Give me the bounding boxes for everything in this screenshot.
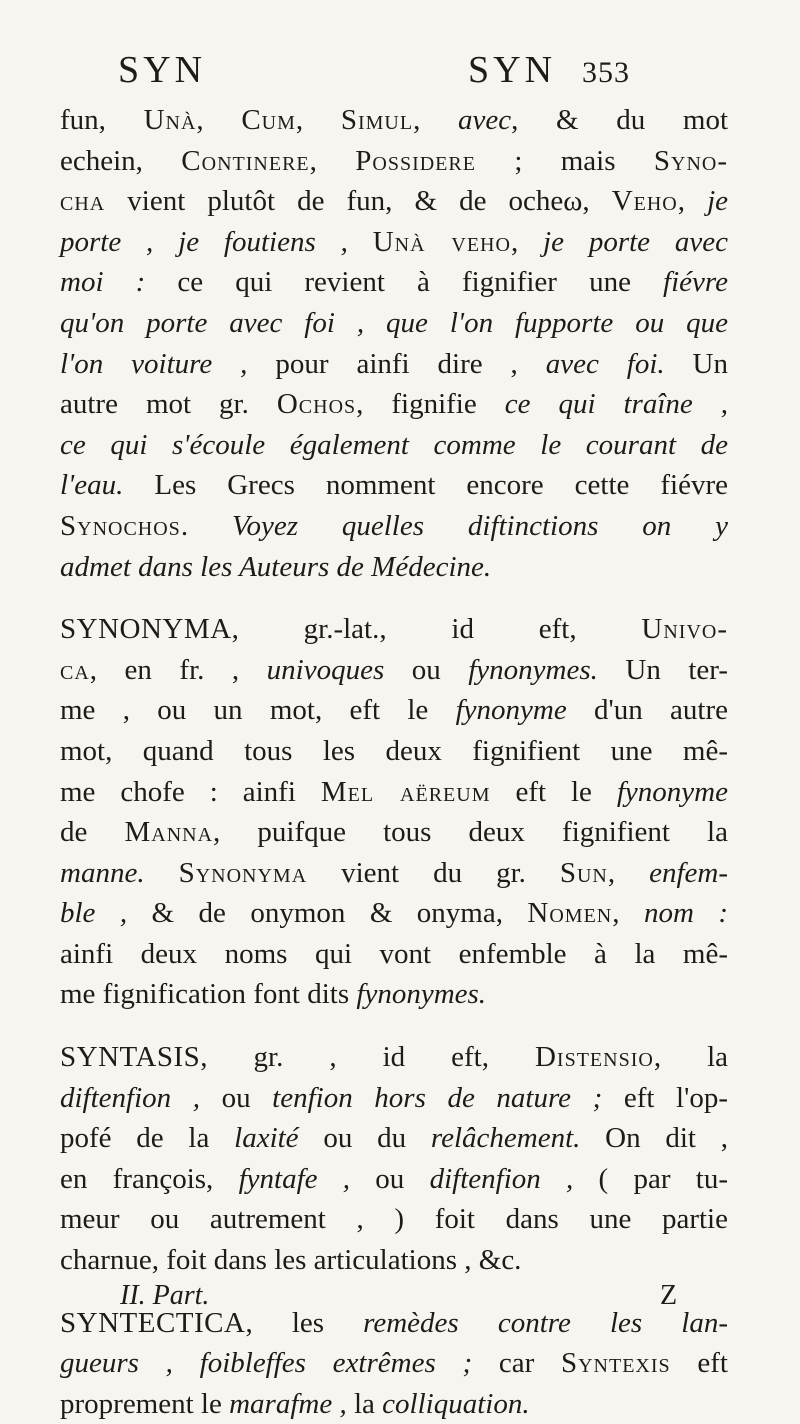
text-segment: d'un autre xyxy=(566,694,729,727)
text-line xyxy=(60,1343,728,1384)
text-segment: On dit , xyxy=(580,1122,728,1155)
text-segment: meur ou autrement , ) foit dans une partie xyxy=(60,1203,728,1236)
text-segment: Simul xyxy=(340,104,414,136)
text-segment: Continere xyxy=(181,144,310,177)
text-segment: nom : xyxy=(643,897,728,930)
text-segment: Unà xyxy=(143,104,197,136)
text-segment: fun, xyxy=(60,104,144,136)
entry-syntasis xyxy=(60,1037,728,1281)
text-segment: , gr. , id eft, xyxy=(200,1041,535,1074)
text-segment xyxy=(145,857,179,889)
text-segment: fynonyme xyxy=(616,775,728,808)
text-segment: Nomen xyxy=(527,897,613,930)
text-segment: eft l'op- xyxy=(602,1081,728,1114)
text-segment: gueurs , foibleffes extrêmes ; xyxy=(60,1347,473,1380)
text-segment: ble , xyxy=(60,897,128,930)
text-line xyxy=(60,690,728,731)
text-segment: me fignification font dits xyxy=(60,978,357,1011)
text-segment: , & du mot xyxy=(511,104,729,136)
text-segment: Possidere xyxy=(355,144,476,177)
text-segment: fynonyme xyxy=(455,694,567,727)
text-segment: Distensio xyxy=(534,1041,654,1074)
text-segment: Cum xyxy=(241,104,296,136)
text-segment: Sun xyxy=(559,856,608,889)
text-segment: ca xyxy=(60,653,90,686)
text-segment: fiévre xyxy=(663,266,728,299)
text-line xyxy=(60,547,728,588)
text-line xyxy=(60,262,728,303)
text-line xyxy=(60,772,728,813)
text-line xyxy=(60,853,728,894)
text-line xyxy=(60,100,728,141)
text-segment: ou xyxy=(384,653,469,686)
text-segment: manne. xyxy=(60,856,145,889)
text-segment: Un xyxy=(664,347,728,380)
text-segment: marafme , xyxy=(229,1387,347,1420)
text-segment: admet dans les Auteurs de Médecine. xyxy=(60,550,492,583)
text-line xyxy=(60,934,728,975)
text-segment: me chofe : ainfi xyxy=(60,775,321,808)
text-segment: ainfi deux noms qui vont enfemble à la mê- xyxy=(60,937,728,970)
text-segment: Unà veho xyxy=(372,225,511,258)
text-line xyxy=(60,1240,728,1281)
signature-mark: Z xyxy=(660,1280,678,1311)
text-segment: , xyxy=(309,144,356,177)
text-line xyxy=(60,609,728,650)
text-segment: ou du xyxy=(298,1122,431,1155)
text-segment: fyntafe , xyxy=(238,1162,351,1195)
paragraph-synochos-continued xyxy=(60,100,728,587)
text-segment: eft le xyxy=(490,775,617,808)
text-segment: l'on voiture , xyxy=(60,347,248,380)
text-segment: vient plutôt de fun, & de ocheω, xyxy=(105,185,612,218)
text-segment: ( par tu- xyxy=(573,1162,729,1195)
running-head-right: SYN xyxy=(468,49,557,91)
text-segment: je xyxy=(707,185,729,218)
text-segment: porte , je foutiens , xyxy=(60,225,373,258)
text-segment: eft xyxy=(670,1347,728,1380)
text-line xyxy=(60,1078,728,1119)
text-segment: fynonymes. xyxy=(356,978,487,1011)
text-segment: ; mais xyxy=(475,144,654,177)
text-segment: ou xyxy=(200,1081,273,1114)
text-segment: la xyxy=(346,1387,383,1420)
text-segment: enfem- xyxy=(649,856,729,889)
signature-line xyxy=(0,1280,800,1320)
text-line xyxy=(60,425,728,466)
text-segment: proprement le xyxy=(60,1387,230,1420)
text-segment: . xyxy=(180,509,232,542)
text-segment: univoques xyxy=(266,653,385,686)
text-segment: tenfion hors de nature ; xyxy=(272,1081,603,1114)
text-segment: ou xyxy=(350,1162,430,1195)
text-segment: je porte avec xyxy=(543,225,728,258)
text-segment: , xyxy=(607,856,650,889)
text-segment: qu'on porte avec foi , que l'on fupporte ou que xyxy=(60,306,728,339)
text-line xyxy=(60,731,728,772)
text-segment: cha xyxy=(60,185,106,218)
text-segment: remèdes contre les lan- xyxy=(363,1306,728,1339)
text-line xyxy=(60,141,728,182)
text-line xyxy=(60,506,728,547)
text-line xyxy=(60,303,728,344)
text-line xyxy=(60,893,728,934)
text-segment: Manna xyxy=(124,816,214,849)
text-segment: Synonyma xyxy=(178,856,308,889)
text-segment: relâchement. xyxy=(430,1122,581,1155)
text-segment: echein, xyxy=(60,144,182,177)
text-segment: , la xyxy=(653,1041,728,1074)
body-text xyxy=(60,100,728,1424)
page-number: 353 xyxy=(582,56,630,89)
text-segment: ce qui revient à fignifier une xyxy=(145,266,664,299)
text-segment: car xyxy=(472,1347,561,1380)
text-line xyxy=(60,974,728,1015)
text-segment: moi : xyxy=(60,266,146,299)
text-segment: , xyxy=(196,104,242,136)
text-segment: me , ou un mot, eft le xyxy=(60,694,456,727)
text-segment: autre mot gr. xyxy=(60,388,277,421)
text-segment: diftenfion , xyxy=(60,1081,200,1114)
text-segment: Syntexis xyxy=(560,1347,671,1380)
text-line xyxy=(60,465,728,506)
text-segment: l'eau. xyxy=(60,469,124,502)
text-segment: Univo- xyxy=(641,613,728,646)
text-line xyxy=(60,1199,728,1240)
text-line xyxy=(60,650,728,691)
text-segment: , gr.-lat., id eft, xyxy=(231,613,642,646)
text-segment: Voyez quelles diftinctions on y xyxy=(231,509,729,542)
text-segment: Les Grecs nomment encore cette fiévre xyxy=(123,469,728,502)
signature-part: II. Part. xyxy=(120,1280,210,1311)
text-segment: Syno- xyxy=(653,144,729,177)
text-segment: , xyxy=(295,104,341,136)
text-segment: Veho xyxy=(611,185,678,218)
text-segment: , les xyxy=(245,1306,364,1339)
text-segment: , puifque tous deux fignifient la xyxy=(213,816,728,849)
text-segment: ce qui s'écoule également comme le courant de xyxy=(60,428,728,461)
text-segment: Synochos xyxy=(60,509,181,542)
text-segment: pour ainfi dire , xyxy=(247,347,546,380)
text-segment: de xyxy=(60,816,125,849)
text-segment: , xyxy=(413,104,458,136)
text-segment: pofé de la xyxy=(60,1122,235,1155)
text-segment: vient du gr. xyxy=(307,856,560,889)
running-head-left: SYN xyxy=(118,49,207,91)
text-segment: mot, quand tous les deux fignifient une mê- xyxy=(60,734,728,767)
entry-headword: SYNTECTICA xyxy=(60,1306,246,1339)
text-segment: , en fr. , xyxy=(89,653,267,686)
text-segment: avec xyxy=(458,104,512,136)
running-head xyxy=(0,48,800,98)
text-line xyxy=(60,1118,728,1159)
text-line xyxy=(60,1159,728,1200)
entry-syntectica xyxy=(60,1303,728,1424)
text-segment: , xyxy=(510,225,544,258)
text-segment: , xyxy=(612,897,644,930)
text-segment: charnue, foit dans les articulations , &c. xyxy=(60,1244,522,1277)
text-segment: & de onymon & onyma, xyxy=(127,897,528,930)
entry-synonyma xyxy=(60,609,728,1015)
entry-headword: SYNONYMA xyxy=(60,613,232,646)
text-segment: ce qui traîne , xyxy=(504,388,728,421)
text-segment: , xyxy=(677,185,708,218)
text-line xyxy=(60,1384,728,1424)
text-segment: diftenfion , xyxy=(429,1162,574,1195)
text-segment: Ochos xyxy=(276,388,357,421)
text-segment: Un ter- xyxy=(597,653,728,686)
text-line xyxy=(60,384,728,425)
text-segment: fynonymes. xyxy=(468,653,598,686)
text-segment: Mel aëreum xyxy=(320,775,491,808)
text-line xyxy=(60,222,728,263)
text-line xyxy=(60,181,728,222)
text-line xyxy=(60,1037,728,1078)
text-segment: colliquation. xyxy=(382,1387,530,1420)
text-segment: laxité xyxy=(234,1122,299,1155)
text-segment: avec foi. xyxy=(545,347,665,380)
entry-headword: SYNTASIS xyxy=(60,1041,201,1074)
text-segment: en françois, xyxy=(60,1162,239,1195)
text-line xyxy=(60,812,728,853)
text-line xyxy=(60,344,728,385)
text-segment: , fignifie xyxy=(356,388,505,421)
